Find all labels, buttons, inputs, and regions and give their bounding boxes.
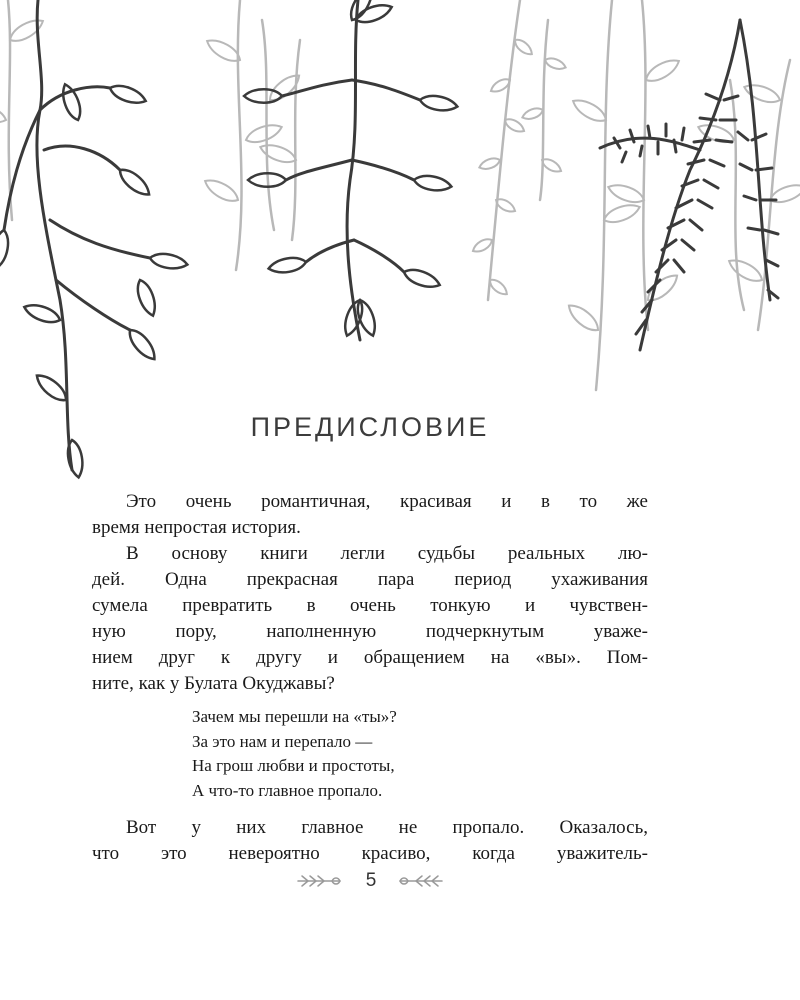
poem-line: А что-то главное пропало.: [192, 780, 383, 800]
left-sprig-ornament: [296, 873, 342, 889]
right-sprig-ornament: [398, 873, 444, 889]
closing-paragraph: [92, 815, 648, 867]
text-line: Это очень романтичная, красивая и в то же: [126, 491, 648, 512]
dark-vines: [4, 0, 770, 470]
poem-line: На грош любви и простоты,: [192, 756, 395, 775]
poem-line: Зачем мы перешли на «ты»?: [192, 707, 397, 726]
page-number: 5: [365, 870, 377, 891]
light-vines: [8, 0, 790, 390]
text-line: Вот у них главное не пропало. Оказалось,: [126, 817, 648, 838]
text-line: ните, как у Булата Окуджавы?: [92, 673, 335, 694]
poem-quote: [192, 705, 397, 803]
text-line: сумела превратить в очень тонкую и чувствен-: [92, 595, 648, 616]
dark-leaves: [0, 0, 459, 479]
poem-line: За это нам и перепало —: [192, 731, 373, 751]
botanical-illustration: [0, 0, 800, 480]
text-line: время непростая история.: [92, 517, 301, 538]
text-line: нием друг к другу и обращением на «вы». Пом-: [92, 647, 648, 668]
chapter-heading: ПРЕДИСЛОВИЕ: [250, 412, 490, 442]
text-line: ную пору, наполненную подчеркнутым уваже-: [92, 621, 648, 642]
text-line: что это невероятно красиво, когда уважитель-: [92, 843, 648, 864]
text-line: В основу книги легли судьбы реальных лю-: [126, 543, 648, 564]
intro-paragraphs: [92, 489, 648, 697]
text-line: дей. Одна прекрасная пара период ухаживания: [92, 569, 648, 590]
